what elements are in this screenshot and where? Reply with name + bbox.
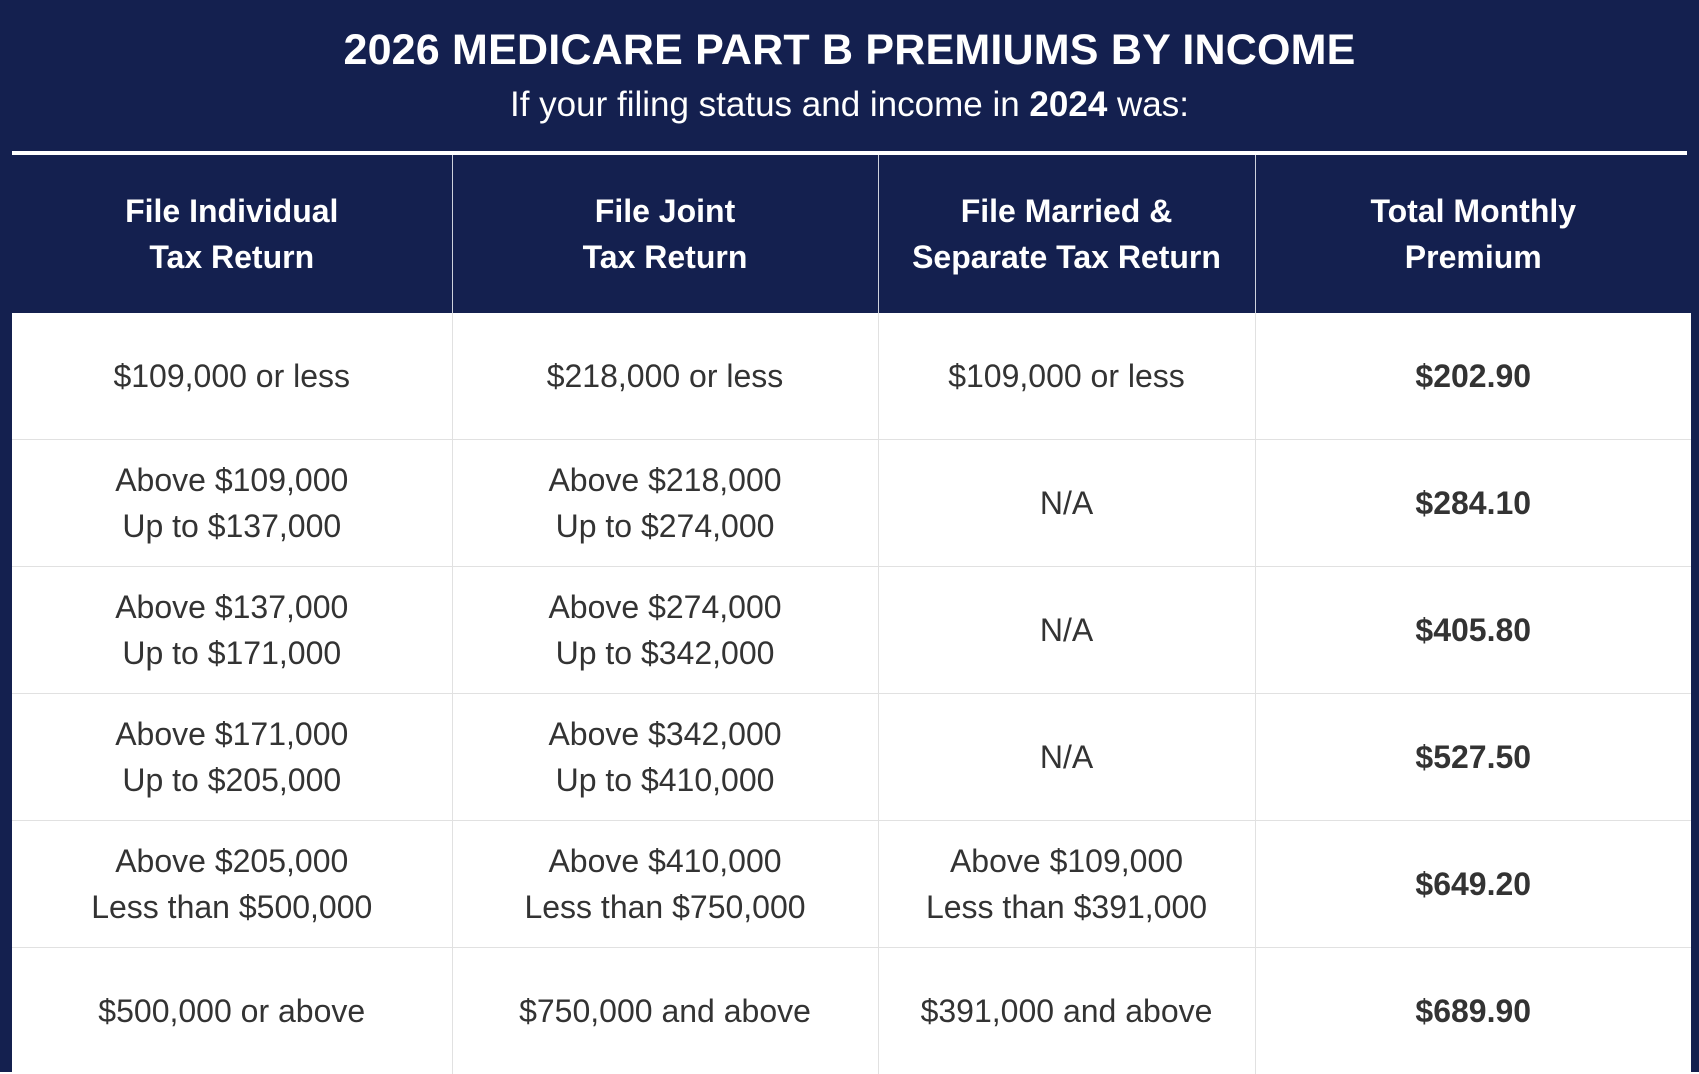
cell-individual (12, 313, 452, 440)
cell-line: Above $205,000 (22, 838, 442, 884)
cell-line: $750,000 and above (463, 988, 868, 1034)
cell-separate (878, 821, 1255, 948)
cell-line: Above $410,000 (463, 838, 868, 884)
cell-line: Up to $410,000 (463, 757, 868, 803)
cell-premium: $405.80 (1255, 567, 1691, 694)
cell-line: Above $274,000 (463, 584, 868, 630)
table-header-row (12, 155, 1691, 313)
subtitle-suffix: was: (1107, 85, 1189, 124)
cell-line: Less than $500,000 (22, 884, 442, 930)
cell-joint (452, 313, 878, 440)
cell-joint (452, 567, 878, 694)
column-header-premium (1255, 155, 1691, 313)
cell-line: $391,000 and above (889, 988, 1245, 1034)
cell-line: Up to $171,000 (22, 630, 442, 676)
cell-line: Above $342,000 (463, 711, 868, 757)
cell-line: N/A (889, 480, 1245, 526)
cell-line: N/A (889, 734, 1245, 780)
table-row (12, 694, 1691, 821)
title-area (2, 2, 1697, 152)
column-header-line: File Married & (889, 188, 1245, 234)
cell-separate (878, 694, 1255, 821)
premium-table (12, 155, 1691, 1074)
table-row (12, 440, 1691, 567)
cell-separate (878, 948, 1255, 1074)
column-header-line: File Individual (22, 188, 442, 234)
cell-individual (12, 821, 452, 948)
cell-premium: $527.50 (1255, 694, 1691, 821)
column-header-line: Tax Return (22, 234, 442, 280)
table-row (12, 313, 1691, 440)
page-title: 2026 MEDICARE PART B PREMIUMS BY INCOME (2, 24, 1697, 76)
table-row (12, 567, 1691, 694)
cell-premium: $284.10 (1255, 440, 1691, 567)
cell-line: Above $171,000 (22, 711, 442, 757)
cell-line: $109,000 or less (889, 353, 1245, 399)
cell-line: Less than $391,000 (889, 884, 1245, 930)
cell-joint (452, 440, 878, 567)
cell-line: $500,000 or above (22, 988, 442, 1034)
cell-premium: $202.90 (1255, 313, 1691, 440)
cell-line: Up to $137,000 (22, 503, 442, 549)
table-row (12, 821, 1691, 948)
cell-line: Above $109,000 (889, 838, 1245, 884)
column-header-line: Tax Return (463, 234, 868, 280)
cell-joint (452, 694, 878, 821)
cell-joint (452, 948, 878, 1074)
subtitle-year: 2024 (1029, 85, 1107, 124)
cell-separate (878, 567, 1255, 694)
cell-premium: $689.90 (1255, 948, 1691, 1074)
cell-line: Up to $274,000 (463, 503, 868, 549)
column-header-line: File Joint (463, 188, 868, 234)
cell-individual (12, 694, 452, 821)
column-header-individual (12, 155, 452, 313)
column-header-line: Separate Tax Return (889, 234, 1245, 280)
cell-individual (12, 948, 452, 1074)
table-body (12, 313, 1691, 1074)
cell-joint (452, 821, 878, 948)
cell-separate (878, 440, 1255, 567)
cell-line: Up to $205,000 (22, 757, 442, 803)
column-header-line: Total Monthly (1266, 188, 1682, 234)
table-row (12, 948, 1691, 1074)
cell-line: Above $109,000 (22, 457, 442, 503)
subtitle-prefix: If your filing status and income in (510, 85, 1029, 124)
cell-line: N/A (889, 607, 1245, 653)
cell-individual (12, 440, 452, 567)
cell-line: Above $137,000 (22, 584, 442, 630)
page-subtitle (2, 82, 1697, 128)
cell-separate (878, 313, 1255, 440)
column-header-separate (878, 155, 1255, 313)
column-header-joint (452, 155, 878, 313)
cell-individual (12, 567, 452, 694)
cell-line: Above $218,000 (463, 457, 868, 503)
cell-line: Less than $750,000 (463, 884, 868, 930)
cell-premium: $649.20 (1255, 821, 1691, 948)
cell-line: $218,000 or less (463, 353, 868, 399)
column-header-line: Premium (1266, 234, 1682, 280)
cell-line: $109,000 or less (22, 353, 442, 399)
cell-line: Up to $342,000 (463, 630, 868, 676)
